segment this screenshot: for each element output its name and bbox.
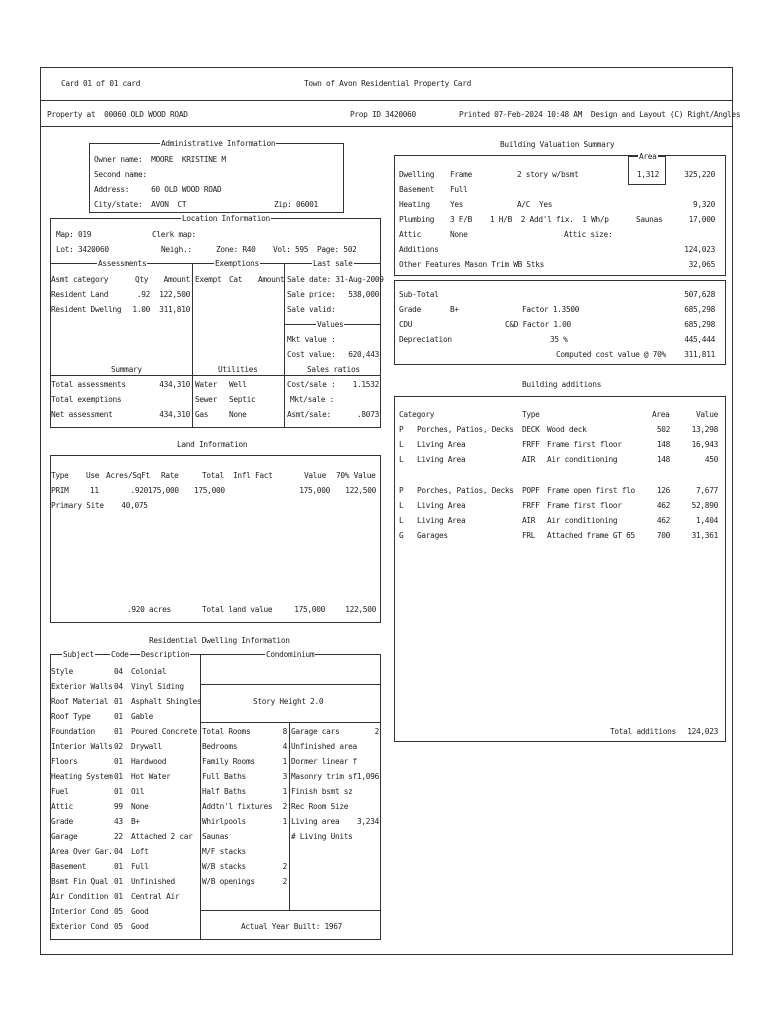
dwelling-subject: Exterior Walls [51, 682, 113, 691]
room-label: Addtn'l fixtures [202, 802, 273, 811]
subtotal-value: 507,628 [684, 290, 715, 299]
feature-label: Living area [291, 817, 340, 826]
dwelling-description: Good [131, 922, 149, 931]
dwelling-description: Oil [131, 787, 145, 796]
ratio-label: Cost/sale : [287, 380, 336, 389]
assess-row-amount: 122,500 [159, 290, 190, 299]
land-hdr-acres: Acres/SqFt [106, 471, 150, 480]
dwelling-description: Hot Water [131, 772, 171, 781]
exempt-hdr-cat: Cat [229, 275, 243, 284]
addition-description: Air conditioning [547, 516, 618, 525]
land-hdr-total: Total [202, 471, 224, 480]
addition-area: 462 [656, 516, 670, 525]
valuation-value: 124,023 [684, 245, 715, 254]
room-label: M/F stacks [202, 847, 246, 856]
room-count: 1 [282, 817, 287, 826]
summary-label: Total assessments [51, 380, 126, 389]
utility-value: Well [229, 380, 247, 389]
room-label: Whirlpools [202, 817, 246, 826]
land-total-value: 175,000 [294, 605, 325, 614]
cdu-total: 685,298 [684, 320, 715, 329]
dwelling-subject: Interior Cond [51, 907, 109, 916]
land-type: PRIM [51, 486, 69, 495]
addition-description: Frame first floor [547, 440, 622, 449]
dwelling-subject: Air Condition [51, 892, 109, 901]
dwelling-description: Loft [131, 847, 149, 856]
valuation-type: 3 F/B [450, 215, 472, 224]
primary-site: Primary Site 40,075 [51, 501, 148, 510]
valuation-type: Frame [450, 170, 472, 179]
utility-type: Gas [195, 410, 209, 419]
land-hdr-use: Use [86, 471, 100, 480]
room-label: W/B openings [202, 877, 255, 886]
room-count: 2 [282, 862, 287, 871]
land-acres: .920 [130, 486, 148, 495]
condo-title: Condominium [266, 650, 315, 659]
dwelling-description: Full [131, 862, 149, 871]
values-title: Values [317, 320, 344, 329]
land-total-70: 122,500 [345, 605, 376, 614]
computed-value: 311,811 [684, 350, 715, 359]
addition-value: 1,404 [696, 516, 718, 525]
sale-valid: Sale valid: [287, 305, 336, 314]
addition-type: FRL [522, 531, 536, 540]
card-number: Card 01 of 01 card [61, 79, 141, 88]
valuation-value: 17,000 [688, 215, 715, 224]
prop-id: Prop ID 3420060 [350, 110, 416, 119]
grade-label: Grade [399, 305, 421, 314]
depreciation-value: 445,444 [684, 335, 715, 344]
assess-row-qty: .92 [136, 290, 150, 299]
feature-label: Unfinished area [291, 742, 357, 751]
land-hdr-infl: Infl Fact [233, 471, 273, 480]
dwelling-subject: Garage [51, 832, 78, 841]
cdu-label: CDU [399, 320, 413, 329]
valuation-type: None [450, 230, 468, 239]
printed-info: Printed 07-Feb-2024 10:48 AM Design and Layout (C) Right/Angles [459, 110, 741, 119]
addition-code: L [399, 516, 404, 525]
depreciation-label: Depreciation [399, 335, 452, 344]
addition-type: AIR [522, 516, 536, 525]
dwelling-subject: Heating System [51, 772, 113, 781]
addition-type: FRFF [522, 440, 540, 449]
admin-title: Administrative Information [161, 139, 276, 148]
addition-type: FRFF [522, 501, 540, 510]
valuation-detail: 1 H/B 2 Add'l fix. 1 Wh/p [490, 215, 609, 224]
dwelling-code: 02 [114, 742, 123, 751]
assess-row-amount: 311,810 [159, 305, 190, 314]
feature-value: 3,234 [357, 817, 379, 826]
addition-value: 7,677 [696, 486, 718, 495]
clerk-map: Clerk map: [152, 230, 196, 239]
valuation-item: Other Features Mason Trim WB Stks [399, 260, 545, 269]
dwelling-code: 04 [114, 682, 123, 691]
land-box [50, 455, 381, 623]
land-title: Land Information [177, 440, 248, 449]
land-total-label: Total land value [202, 605, 273, 614]
area-value: 1,312 [637, 170, 659, 179]
dwelling-description: Vinyl Siding [131, 682, 184, 691]
property-address: Property at 00060 OLD WOOD ROAD [47, 110, 188, 119]
addition-value: 31,361 [691, 531, 718, 540]
land-total-acres: .920 acres [127, 605, 171, 614]
room-count: 8 [282, 727, 287, 736]
last-sale-title: Last sale [313, 259, 353, 268]
room-label: Bedrooms [202, 742, 238, 751]
dwelling-subject: Interior Walls [51, 742, 113, 751]
valuation-detail: 2 story w/bsmt [517, 170, 579, 179]
valuation-value: 32,065 [688, 260, 715, 269]
subtotal-label: Sub-Total [399, 290, 439, 299]
sale-price-label: Sale price: [287, 290, 336, 299]
addition-value: 52,890 [691, 501, 718, 510]
dwelling-code: 22 [114, 832, 123, 841]
valuation-title: Building Valuation Summary [500, 140, 615, 149]
dwelling-description: Central Air [131, 892, 180, 901]
addition-area: 148 [656, 440, 670, 449]
dwelling-code: 01 [114, 727, 123, 736]
assess-row-qty: 1.00 [132, 305, 150, 314]
dwelling-description: Hardwood [131, 757, 167, 766]
land-70-value: 122,500 [345, 486, 376, 495]
dwelling-description: Unfinished [131, 877, 175, 886]
dwelling-description: Asphalt Shingles [131, 697, 202, 706]
dwelling-subject: Basement [51, 862, 87, 871]
additions-hdr-category: Category [399, 410, 435, 419]
room-label: Total Rooms [202, 727, 251, 736]
additions-hdr-value: Value [696, 410, 718, 419]
land-value: 175,000 [299, 486, 330, 495]
valuation-item: Basement [399, 185, 435, 194]
story-height: Story Height 2.0 [253, 697, 324, 706]
valuation-extra: Saunas [636, 215, 663, 224]
map-number: Map: 019 [56, 230, 92, 239]
depreciation-pct: 35 % [550, 335, 568, 344]
land-total: 175,000 [194, 486, 225, 495]
dwelling-desc-hdr: Description [141, 650, 190, 659]
dwelling-description: Drywall [131, 742, 162, 751]
grade-value: B+ [450, 305, 459, 314]
owner-city: City/state: AVON CT [94, 200, 187, 209]
dwelling-subject: Attic [51, 802, 73, 811]
owner-zip: Zip: 06001 [274, 200, 318, 209]
summary-title: Summary [111, 365, 142, 374]
utility-value: None [229, 410, 247, 419]
assessments-title: Assessments [98, 259, 147, 268]
dwelling-subject: Area Over Gar. [51, 847, 113, 856]
room-label: Full Baths [202, 772, 246, 781]
land-rate: 175,000 [148, 486, 179, 495]
neighborhood: Neigh.: [161, 245, 192, 254]
summary-value: 434,310 [159, 380, 190, 389]
valuation-item: Dwelling [399, 170, 435, 179]
land-use: 11 [90, 486, 99, 495]
addition-value: 13,298 [691, 425, 718, 434]
card-title: Town of Avon Residential Property Card [304, 79, 471, 88]
location-title: Location Information [182, 214, 270, 223]
utility-type: Water [195, 380, 217, 389]
additions-hdr-type: Type [522, 410, 540, 419]
zone: Zone: R40 [216, 245, 256, 254]
sales-ratios-title: Sales ratios [307, 365, 360, 374]
dwelling-code: 01 [114, 712, 123, 721]
additions-title: Building additions [522, 380, 602, 389]
feature-value: 2 [374, 727, 379, 736]
dwelling-code-hdr: Code [111, 650, 129, 659]
cost-value-label: Cost value: [287, 350, 336, 359]
addition-area: 700 [656, 531, 670, 540]
room-label: W/B stacks [202, 862, 246, 871]
land-hdr-type: Type [51, 471, 69, 480]
room-count: 1 [282, 787, 287, 796]
addition-code: P [399, 425, 404, 434]
dwelling-description: Good [131, 907, 149, 916]
additions-total-label: Total additions [610, 727, 676, 736]
feature-label: Dormer linear f [291, 757, 357, 766]
addition-area: 126 [656, 486, 670, 495]
dwelling-code: 05 [114, 907, 123, 916]
valuation-value: 325,220 [684, 170, 715, 179]
addition-area: 148 [656, 455, 670, 464]
dwelling-code: 04 [114, 667, 123, 676]
dwelling-description: Gable [131, 712, 153, 721]
room-count: 2 [282, 877, 287, 886]
addition-category: Living Area [417, 455, 466, 464]
valuation-type: Yes [450, 200, 464, 209]
room-label: Saunas [202, 832, 229, 841]
assess-hdr-qty: Qty [135, 275, 149, 284]
addition-description: Attached frame GT 65 [547, 531, 635, 540]
addition-description: Frame first floor [547, 501, 622, 510]
lot-number: Lot: 3420060 [56, 245, 109, 254]
exemptions-title: Exemptions [215, 259, 259, 268]
valuation-item: Additions [399, 245, 439, 254]
dwelling-subject: Roof Type [51, 712, 91, 721]
ratio-value: .8073 [357, 410, 379, 419]
dwelling-code: 43 [114, 817, 123, 826]
grade-factor: Factor 1.3500 [522, 305, 580, 314]
cost-value: 620,443 [348, 350, 379, 359]
dwelling-code: 01 [114, 877, 123, 886]
valuation-item: Heating [399, 200, 430, 209]
dwelling-subject: Floors [51, 757, 78, 766]
addition-type: POPF [522, 486, 540, 495]
feature-label: Finish bsmt sz [291, 787, 353, 796]
dwelling-code: 01 [114, 787, 123, 796]
addition-category: Garages [417, 531, 448, 540]
addition-type: DECK [522, 425, 540, 434]
addition-code: L [399, 501, 404, 510]
addition-code: G [399, 531, 404, 540]
additions-hdr-area: Area [652, 410, 670, 419]
assess-row-category: Resident Land [51, 290, 109, 299]
second-name: Second name: [94, 170, 147, 179]
addition-category: Porches, Patios, Decks [417, 425, 514, 434]
owner-address: Address: 60 OLD WOOD ROAD [94, 185, 222, 194]
owner-name: Owner name: MOORE KRISTINE M [94, 155, 226, 164]
addition-description: Air conditioning [547, 455, 618, 464]
area-label: Area [639, 152, 657, 161]
assess-hdr-category: Asmt category [51, 275, 109, 284]
addition-code: P [399, 486, 404, 495]
grade-total: 685,298 [684, 305, 715, 314]
room-count: 4 [282, 742, 287, 751]
utility-type: Sewer [195, 395, 217, 404]
dwelling-description: Colonial [131, 667, 167, 676]
addition-description: Frame open first flo [547, 486, 635, 495]
cd-factor: C&D Factor 1.00 [505, 320, 571, 329]
year-built: Actual Year Built: 1967 [241, 922, 343, 931]
sale-price: 538,000 [348, 290, 379, 299]
dwelling-subject: Foundation [51, 727, 95, 736]
dwelling-code: 01 [114, 697, 123, 706]
ratio-label: Mkt/sale : [290, 395, 334, 404]
land-hdr-rate: Rate [161, 471, 179, 480]
dwelling-title: Residential Dwelling Information [149, 636, 290, 645]
dwelling-code: 01 [114, 862, 123, 871]
addition-description: Wood deck [547, 425, 587, 434]
dwelling-description: Attached 2 car [131, 832, 193, 841]
room-count: 2 [282, 802, 287, 811]
assess-row-category: Resident Dwellng [51, 305, 122, 314]
addition-code: L [399, 440, 404, 449]
dwelling-code: 01 [114, 892, 123, 901]
addition-area: 502 [656, 425, 670, 434]
dwelling-code: 01 [114, 757, 123, 766]
utility-value: Septic [229, 395, 256, 404]
dwelling-description: None [131, 802, 149, 811]
feature-value: 1,096 [357, 772, 379, 781]
dwelling-code: 01 [114, 772, 123, 781]
feature-label: # Living Units [291, 832, 353, 841]
valuation-item: Attic [399, 230, 421, 239]
dwelling-code: 05 [114, 922, 123, 931]
addition-category: Living Area [417, 516, 466, 525]
dwelling-description: Poured Concrete [131, 727, 197, 736]
valuation-type: Full [450, 185, 468, 194]
computed-label: Computed cost value @ 70% [556, 350, 666, 359]
ratio-value: 1.1532 [352, 380, 379, 389]
valuation-detail: A/C Yes [517, 200, 553, 209]
summary-label: Net assessment [51, 410, 113, 419]
dwelling-code: 99 [114, 802, 123, 811]
room-label: Half Baths [202, 787, 246, 796]
addition-code: L [399, 455, 404, 464]
feature-label: Garage cars [291, 727, 340, 736]
dwelling-subject: Bsmt Fin Qual [51, 877, 109, 886]
additions-total-value: 124,023 [687, 727, 718, 736]
dwelling-subject-hdr: Subject [63, 650, 94, 659]
room-count: 3 [282, 772, 287, 781]
summary-label: Total exemptions [51, 395, 122, 404]
vol-page: Vol: 595 Page: 502 [273, 245, 357, 254]
valuation-value: 9,320 [693, 200, 715, 209]
feature-label: Rec Room Size [291, 802, 349, 811]
valuation-item: Plumbing [399, 215, 435, 224]
exempt-hdr-amount: Amount [258, 275, 285, 284]
dwelling-subject: Roof Material [51, 697, 109, 706]
room-count: 1 [282, 757, 287, 766]
sale-date: Sale date: 31-Aug-2009 [287, 275, 384, 284]
utilities-title: Utilities [218, 365, 258, 374]
dwelling-description: B+ [131, 817, 140, 826]
land-hdr-70: 70% Value [336, 471, 376, 480]
dwelling-subject: Fuel [51, 787, 69, 796]
addition-value: 16,943 [691, 440, 718, 449]
mkt-value: Mkt value : [287, 335, 336, 344]
summary-value: 434,310 [159, 410, 190, 419]
land-hdr-value: Value [304, 471, 326, 480]
feature-label: Masonry trim sf [291, 772, 357, 781]
room-label: Family Rooms [202, 757, 255, 766]
dwelling-subject: Grade [51, 817, 73, 826]
exempt-hdr: Exempt [195, 275, 222, 284]
addition-type: AIR [522, 455, 536, 464]
dwelling-subject: Style [51, 667, 73, 676]
dwelling-code: 04 [114, 847, 123, 856]
addition-category: Porches, Patios, Decks [417, 486, 514, 495]
addition-category: Living Area [417, 501, 466, 510]
addition-category: Living Area [417, 440, 466, 449]
assess-hdr-amount: Amount [163, 275, 190, 284]
addition-value: 450 [704, 455, 718, 464]
valuation-detail: Attic size: [564, 230, 613, 239]
dwelling-subject: Exterior Cond [51, 922, 109, 931]
ratio-label: Asmt/sale: [287, 410, 331, 419]
addition-area: 462 [656, 501, 670, 510]
